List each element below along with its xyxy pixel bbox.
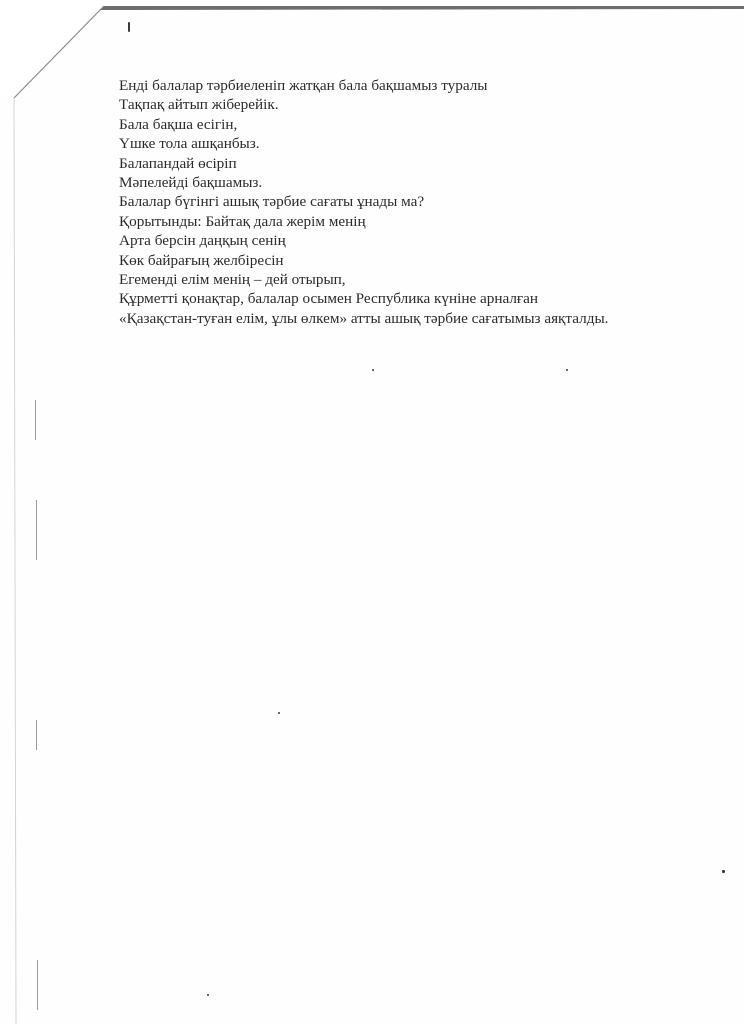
text-line: Қорытынды: Байтақ дала жерім менің [119, 212, 366, 230]
document-text [119, 76, 719, 328]
text-line: Мәпелейді бақшамыз. [119, 174, 263, 192]
text-line: Балапандай өсіріп [119, 154, 237, 172]
scan-speck [372, 369, 374, 371]
left-edge-mark [36, 720, 37, 750]
scan-speck [566, 369, 568, 371]
scan-speck [278, 712, 280, 714]
text-line: Көк байрағың желбіресін [119, 251, 284, 269]
left-edge-mark [37, 960, 38, 1010]
text-line: Енді балалар тәрбиеленіп жатқан бала бақшамыз туралы [119, 77, 488, 94]
text-line: Тақпақ айтып жіберейік. [119, 96, 279, 114]
text-line: Балалар бүгінгі ашық тәрбие сағаты ұнады ма? [119, 193, 425, 211]
left-edge-mark [36, 500, 37, 560]
scan-speck [207, 994, 209, 996]
text-line: Құрметті қонақтар, балалар осымен Республика күніне арналған [119, 290, 539, 308]
left-edge-mark [35, 400, 36, 440]
text-line: Бала бақша есігін, [119, 115, 238, 133]
text-line: Егеменді елім менің – дей отырып, [119, 271, 346, 289]
scan-speck [722, 870, 725, 873]
text-line: Арта берсін даңқың сенің [119, 232, 286, 250]
text-line: «Қазақстан-туған елім, ұлы өлкем» атты ашық тәрбие сағатымыз аяқталды. [119, 309, 609, 327]
text-line: Үшке тола ашқанбыз. [119, 135, 260, 153]
scan-speck [128, 22, 130, 32]
